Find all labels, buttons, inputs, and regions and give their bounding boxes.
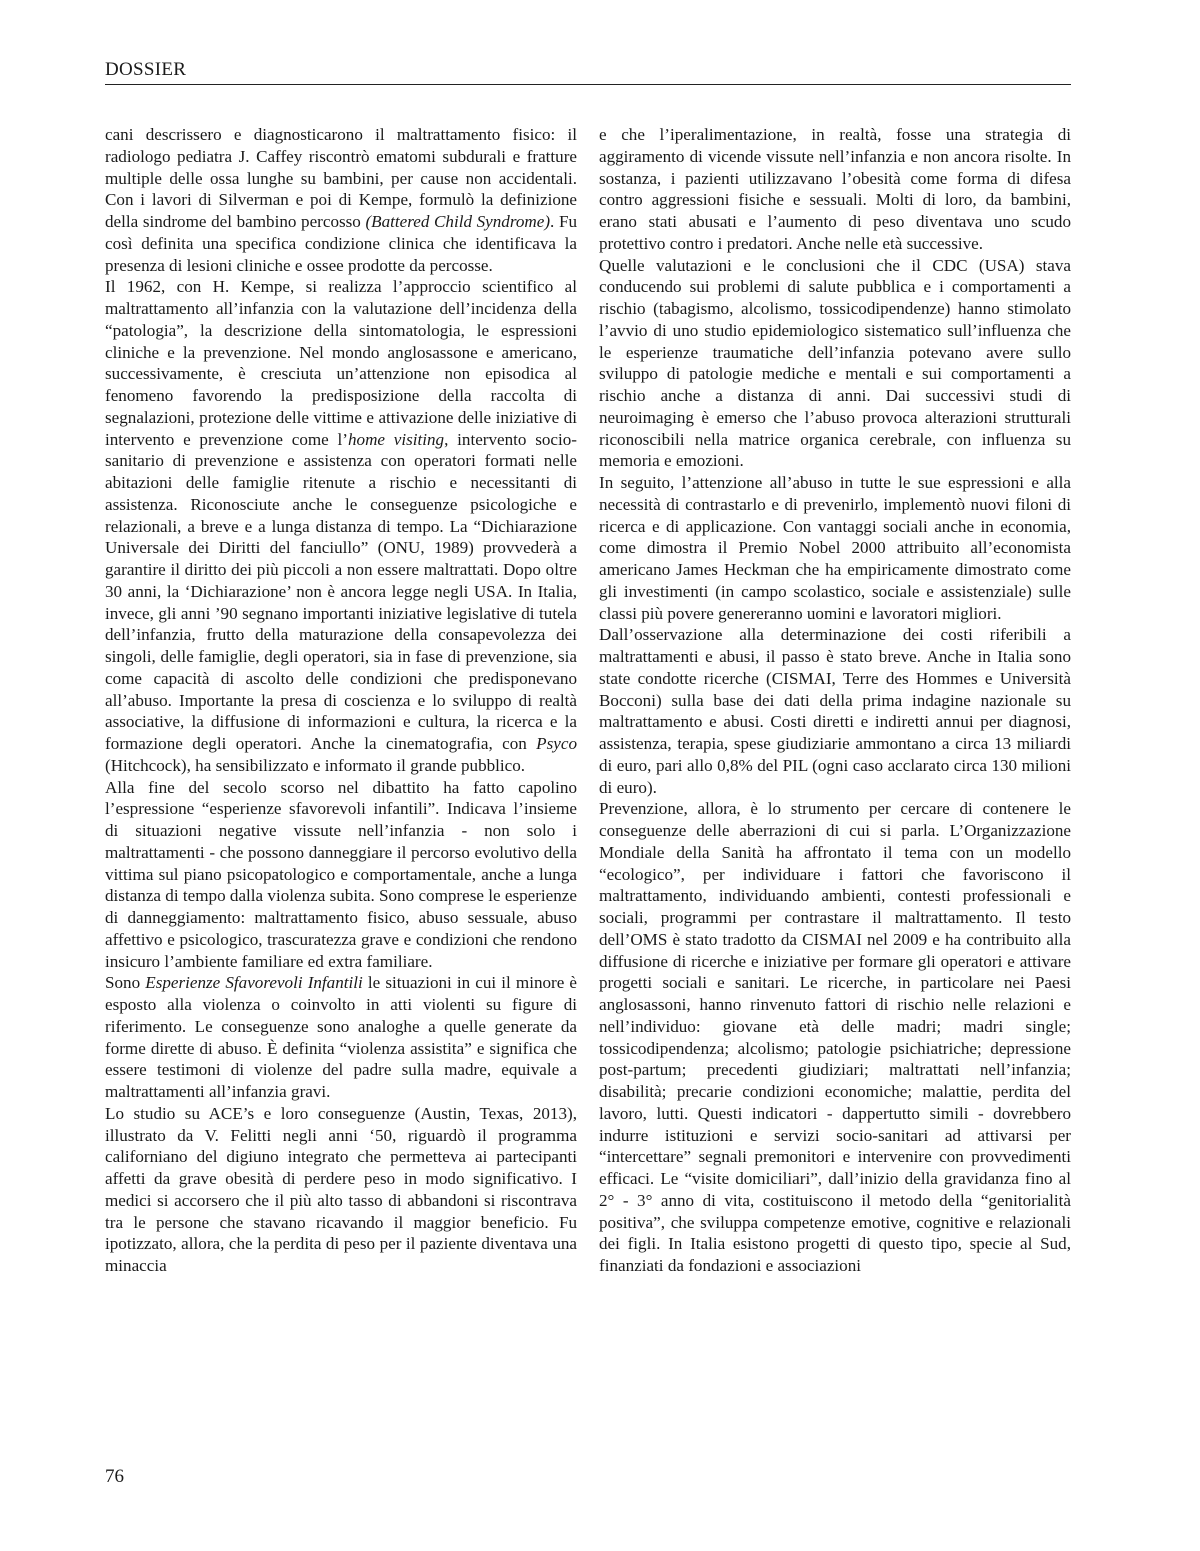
paragraph: Alla fine del secolo scorso nel dibattito ha fatto capolino l’espressione “esperienze sfavorevoli infantili”. Indicava l’insieme di situazioni negative vissute nell’infanzia - non solo i maltrattamenti - che possono danneggiare il percorso evolutivo della vittima sul piano psicopatologico e comportamentale, anche a lunga distanza di tempo dalla violenza subita. Sono comprese le esperienze di danneggiamento: maltrattamento fisico, abuso sessuale, abuso affettivo e psicologico, trascuratezza grave e condizioni che rendono insicuro l’ambiente familiare ed extra familiare. [105,777,577,971]
text-run: Sono [105,973,146,993]
italic-term: (Battered Child Syndrome) [365,212,551,231]
paragraph: e che l’iperalimentazione, in realtà, fosse una strategia di aggiramento di vicende vissute nell’infanzia e non ancora risolte. In sostanza, i pazienti utilizzavano l’obesità come forma di difesa contro aggressioni fisiche e sessuali. Molti di loro, da bambini, erano stati abusati e l’aumento di peso diventava uno scudo protettivo contro i predatori. Anche nelle età successive. [599,125,1071,253]
italic-term: home visiting [347,429,445,449]
italic-term: Psyco [536,734,577,753]
paragraph [105,276,577,776]
paragraph [105,972,577,1103]
section-title: DOSSIER [105,59,187,80]
right-column [599,124,1071,1424]
paragraph: Dall’osservazione alla determinazione dei costi riferibili a maltrattamenti e abusi, il passo è stato breve. Anche in Italia sono state condotte ricerche (CISMAI, Terre des Hommes e Università Bocconi) sulla base dei dati della prima indagine nazionale su maltrattamento e abusi. Costi diretti e indiretti annui per diagnosi, assistenza, terapia, spese giudiziarie ammontano a circa 13 miliardi di euro, pari allo 0,8% del PIL (ogni caso acclarato circa 130 milioni di euro). [599,625,1071,797]
paragraph: Quelle valutazioni e le conclusioni che il CDC (USA) stava conducendo sui problemi di salute pubblica e i comportamenti a rischio (tabagismo, alcolismo, tossicodipendenze) hanno stimolato l’avvio di uno studio epidemiologico sistematico sull’influenza che le esperienze traumatiche dell’infanzia potevano avere sullo sviluppo di patologie mediche e mentali e sui comportamenti a rischio anche a distanza di anni. Dai successivi studi di neuroimaging è emerso che l’abuso provoca alterazioni strutturali riconoscibili nella matrice organica cerebrale, con influenza su memoria e emozioni. [599,255,1071,471]
paragraph: Prevenzione, allora, è lo strumento per cercare di contenere le conseguenze delle aberrazioni di cui si parla. L’Organizzazione Mondiale della Sanità ha affrontato il tema con un modello “ecologico”, per individuare i fattori che favoriscono il maltrattamento, individuando ambienti, contesti professionali e sociali, programmi per contrastare il maltrattamento. Il testo dell’OMS è stato tradotto da CISMAI nel 2009 e ha contribuito alla diffusione di ricerche e iniziative per formare gli operatori e attivare progetti sociali e sanitari. Le ricerche, in particolare nei Paesi anglosassoni, hanno rinvenuto fattori di rischio nelle relazioni e nell’individuo: giovane età delle madri; madri single; tossicodipendenza; alcolismo; patologie psichiatriche; depressione post-partum; precedenti giudiziari; maltrattati nell’infanzia; disabilità; precarie condizioni economiche; malattie, perdita del lavoro, lutti. Questi indicatori - dappertutto simili - dovrebbero indurre istituzioni e servizi socio-sanitari ad attivarsi per “intercettare” segnali premonitori e intervenire con provvedimenti efficaci. Le “visite domiciliari”, dall’inizio della gravidanza fino al 2° - 3° anno di vita, costituiscono il metodo della “genitorialità positiva”, che sviluppa competenze emotive, cognitive e relazionali dei figli. In Italia esistono progetti di questo tipo, specie al Sud, finanziati da fondazioni e associazioni [599,799,1071,1275]
paragraph: In seguito, l’attenzione all’abuso in tutte le sue espressioni e alla necessità di contrastarlo e di prevenirlo, implementò nuovi filoni di ricerca e di applicazione. Con vantaggi sociali anche in economia, come dimostra il Premio Nobel 2000 attribuito all’economista americano James Heckman che ha empiricamente dimostrato come gli investimenti (in campo scolastico, sociale e assistenziale) sulle classi più povere genereranno uomini e lavoratori migliori. [599,473,1071,623]
text-run: cani descrissero e diagnosticarono il maltrattamento fisico: il radiologo pediatra J. Caffey riscontrò ematomi subdurali e fratture multiple delle ossa lunghe su bambini, per cause non accidentali. Con i lavori di Silverman e poi di Kempe, formulò la definizione della sindrome del bambino percosso [105,125,577,231]
text-run: , intervento socio-sanitario di prevenzione e assistenza con operatori formati nelle abitazioni delle famiglie ritenute a rischio e necessitanti di assistenza. Riconosciute anche le conseguenze psicologiche e relazionali, a breve e a lunga distanza di tempo. La “Dichiarazione Universale dei Diritti del fanciullo” (ONU, 1989) provvederà a garantire il diritto dei più piccoli a non essere maltrattati. Dopo oltre 30 anni, la ‘Dichiarazione’ non è ancora legge negli USA. In Italia, invece, gli anni ’90 segnano importanti iniziative legislative di tutela dell’infanzia, frutto della maturazione della consapevolezza dei singoli, delle famiglie, degli operatori, sia in fase di prevenzione, sia come capacità di ascolto delle condizioni che predisponevano all’abuso. Importante la presa di coscienza e lo sviluppo di realtà associative, la diffusione di informazioni e cultura, la ricerca e la formazione degli operatori. Anche la cinematografia, con [105,429,577,753]
text-run: Il 1962, con H. Kempe, si realizza l’approccio scientifico al maltrattamento all’infanzia con la valutazione dell’incidenza della “patologia”, la descrizione della sintomatologia, le espressioni cliniche e la prevenzione. Nel mondo anglosassone e americano, successivamente, è cresciuta un’attenzione non episodica al fenomeno favorendo la predisposizione della raccolta di segnalazioni, protezione delle vittime e attivazione delle iniziative di intervento e prevenzione come l’ [105,277,577,449]
paragraph [105,124,577,276]
paragraph: Lo studio su ACE’s e loro conseguenze (Austin, Texas, 2013), illustrato da V. Felitti negli anni ‘50, riguardò il programma californiano del digiuno integrato che permetteva ai partecipanti affetti da grave obesità di perdere peso in modo significativo. I medici si accorsero che il più alto tasso di abbandoni si riscontrava tra le persone che stavano ricavando il maggior beneficio. Fu ipotizzato, allora, che la perdita di peso per il paziente diventava una minaccia [105,1103,577,1275]
section-header [105,58,1071,85]
text-run: . Fu così definita una specifica condizione clinica che identificava la presenza di lesioni cliniche e ossee prodotte da percosse. [105,212,577,275]
text-run: le situazioni in cui il minore è esposto alla violenza o coinvolto in atti violenti su figure di riferimento. Le conseguenze sono analoghe a quelle generate da forme dirette di abuso. È definita “violenza assistita” e significa che essere testimoni di violenze del padre sulla madre, equivale a maltrattamenti all’infanzia gravi. [105,973,577,1101]
italic-term: Esperienze Sfavorevoli Infantili [145,973,363,993]
left-column [105,124,577,1424]
page-number: 76 [105,1466,124,1487]
text-run: (Hitchcock), ha sensibilizzato e informato il grande pubblico. [105,755,526,775]
